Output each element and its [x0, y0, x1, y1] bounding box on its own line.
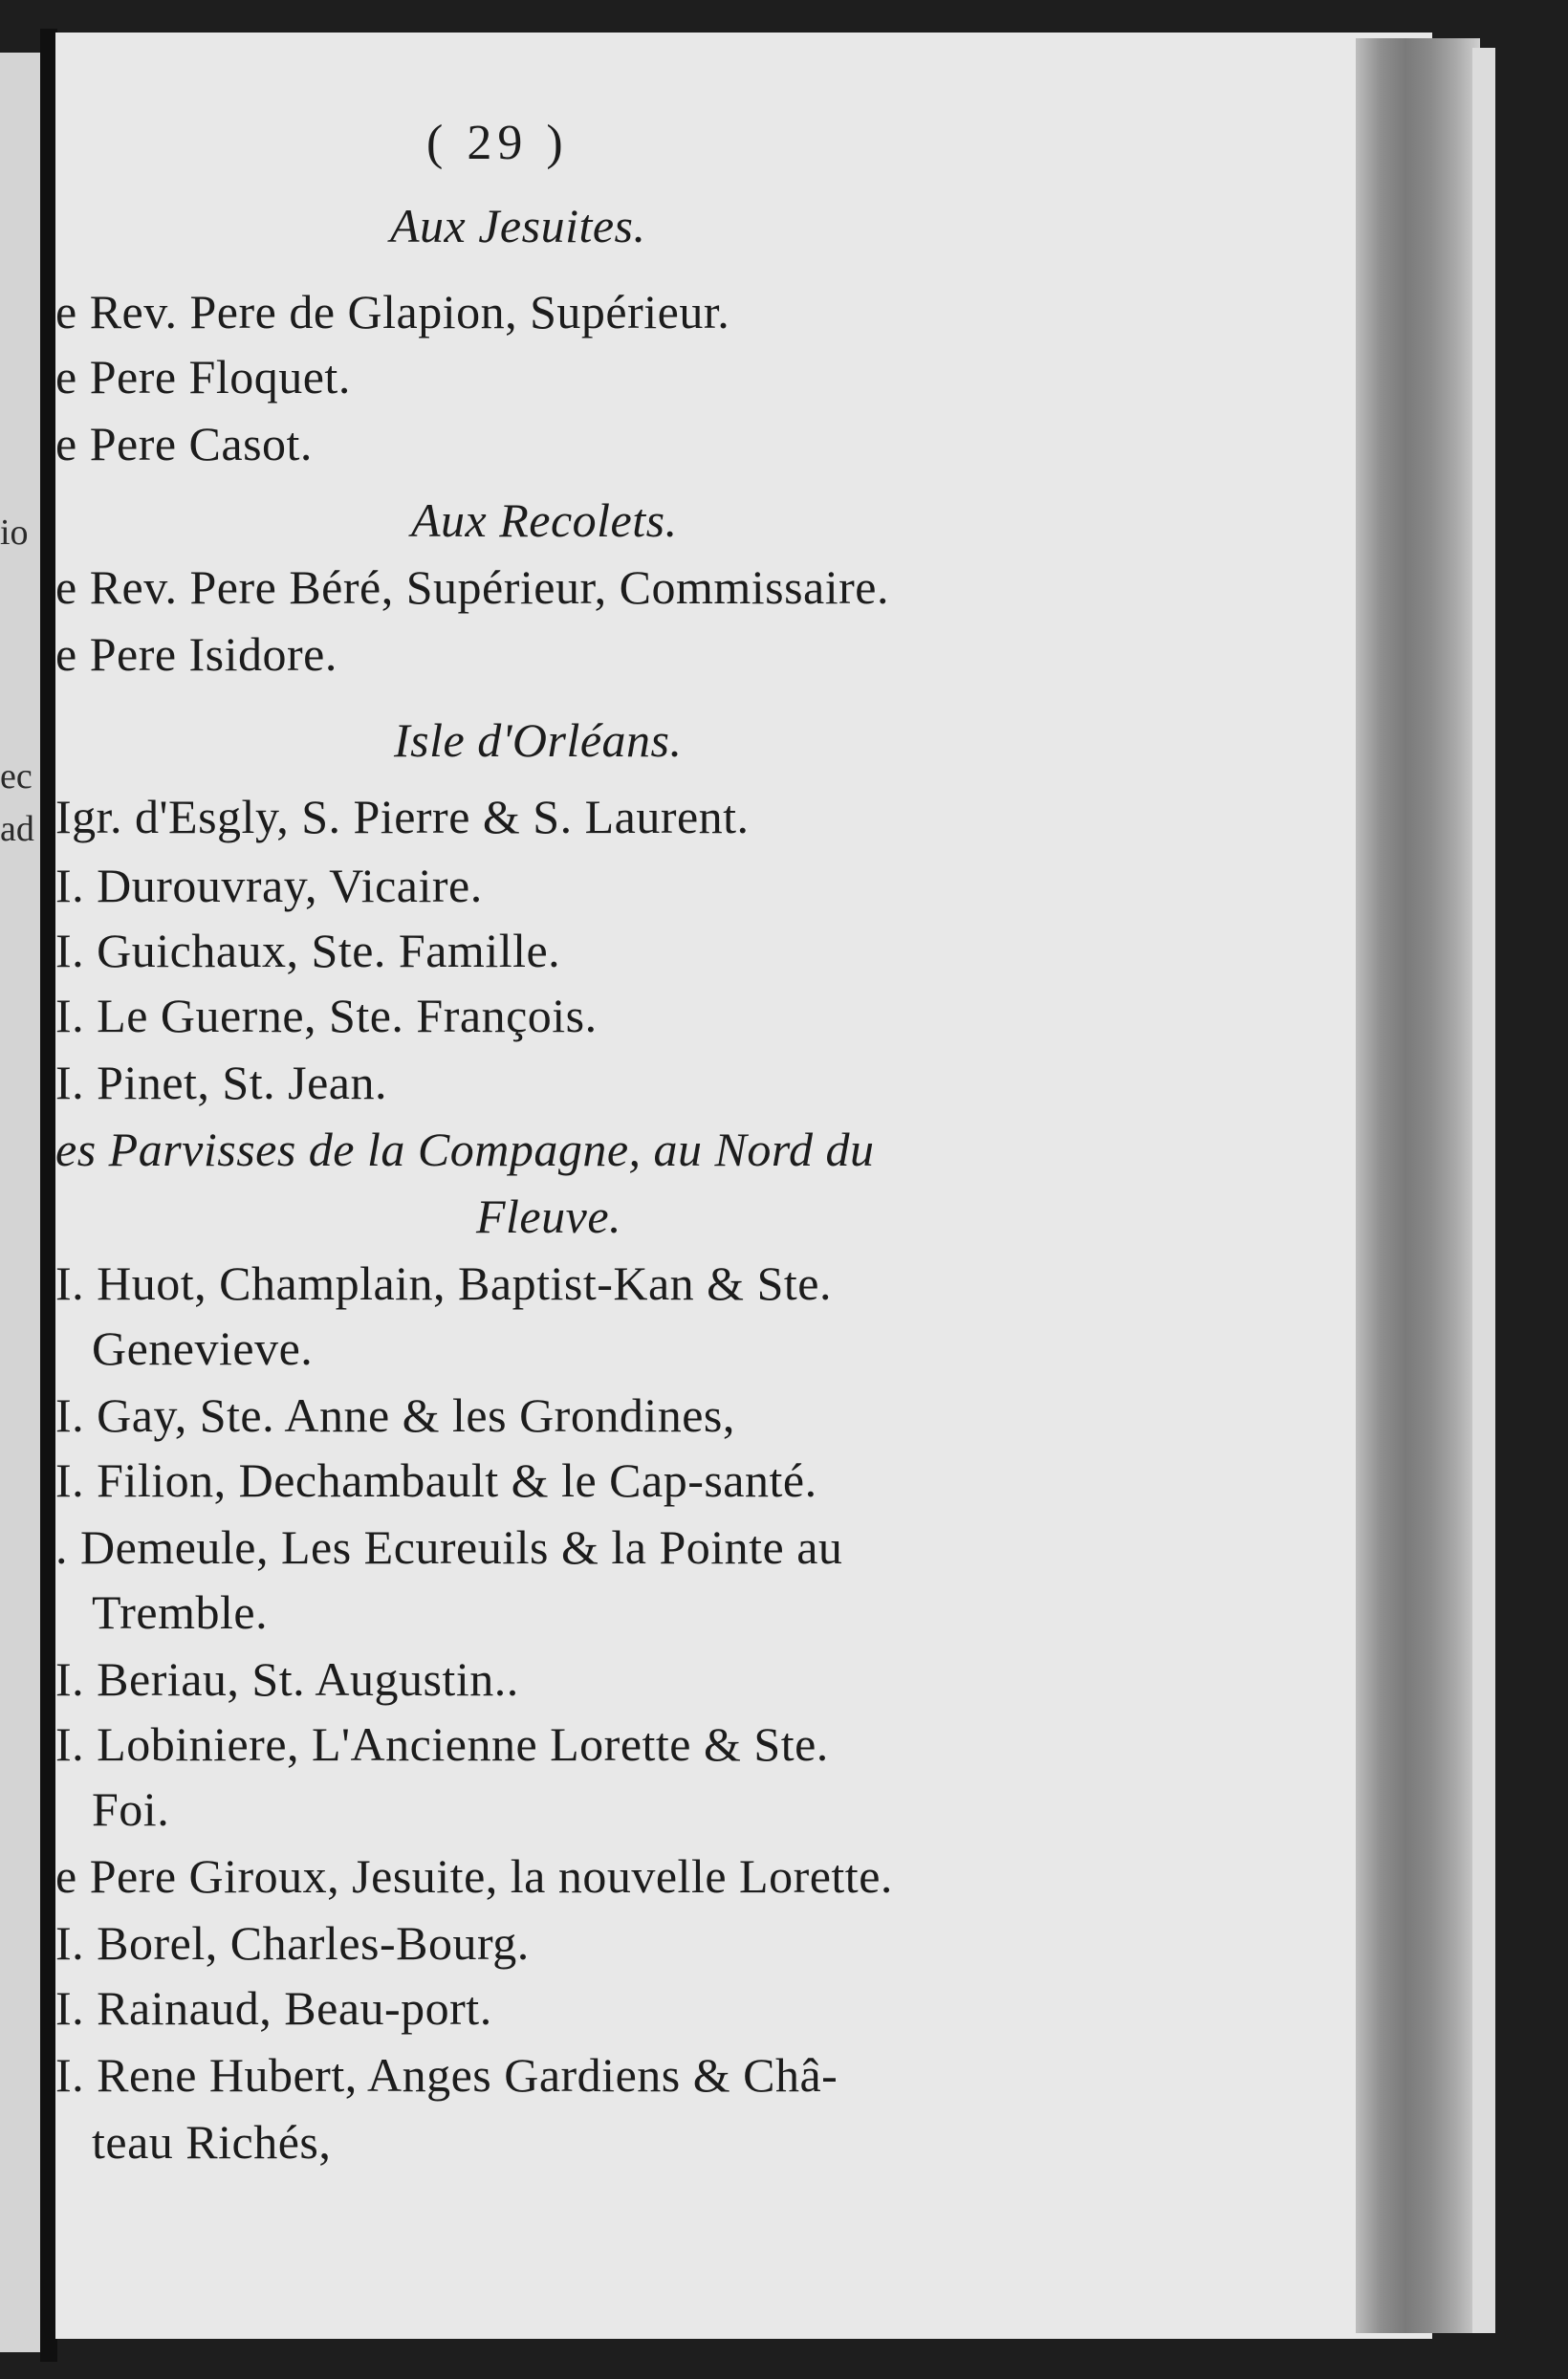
text-line: e Pere Casot. [55, 417, 313, 470]
section-heading: Fleuve. [476, 1190, 622, 1243]
text-line: Tremble. [92, 1585, 269, 1639]
text-line: I. Pinet, St. Jean. [55, 1056, 387, 1109]
text-line: e Pere Floquet. [55, 350, 351, 404]
text-line: Foi. [92, 1782, 170, 1836]
section-heading: es Parvisses de la Compagne, au Nord du [55, 1123, 875, 1176]
text-line: e Pere Giroux, Jesuite, la nouvelle Lorette. [55, 1849, 893, 1903]
text-line: I. Guichaux, Ste. Famille. [55, 924, 561, 977]
text-line: e Pere Isidore. [55, 627, 338, 681]
text-line: I. Rene Hubert, Anges Gardiens & Châ- [55, 2048, 838, 2102]
text-line: . Demeule, Les Ecureuils & la Pointe au [55, 1520, 843, 1574]
text-line: Genevieve. [92, 1321, 314, 1375]
text-line: I. Lobiniere, L'Ancienne Lorette & Ste. [55, 1717, 829, 1771]
page-fore-edge-outer [1472, 48, 1495, 2333]
section-heading: Aux Jesuites. [390, 199, 646, 252]
text-line: I. Beriau, St. Augustin.. [55, 1652, 519, 1706]
page-fore-edge [1356, 38, 1480, 2333]
section-heading: Aux Recolets. [411, 493, 678, 547]
text-line: teau Richés, [92, 2115, 332, 2169]
text-line: I. Borel, Charles-Bourg. [55, 1916, 530, 1970]
text-line: I. Le Guerne, Ste. François. [55, 989, 598, 1042]
page-number: ( 29 ) [426, 116, 569, 170]
section-heading: Isle d'Orléans. [394, 713, 683, 767]
book-page [55, 33, 1432, 2339]
text-line: e Rev. Pere de Glapion, Supérieur. [55, 285, 730, 338]
text-line: Igr. d'Esgly, S. Pierre & S. Laurent. [55, 790, 750, 843]
facing-page-edge [0, 53, 42, 2352]
text-line: I. Rainaud, Beau-port. [55, 1981, 492, 2035]
text-line: I. Durouvray, Vicaire. [55, 859, 483, 912]
facing-page-fragment: ad [0, 809, 34, 849]
text-line: e Rev. Pere Béré, Supérieur, Commissaire. [55, 560, 889, 614]
text-line: I. Filion, Dechambault & le Cap-santé. [55, 1453, 817, 1507]
page-text [55, 33, 1394, 2327]
text-line: I. Huot, Champlain, Baptist-Kan & Ste. [55, 1256, 832, 1310]
facing-page-fragment: ec [0, 756, 33, 797]
facing-page-fragment: io [0, 513, 29, 553]
text-line: I. Gay, Ste. Anne & les Grondines, [55, 1388, 735, 1442]
